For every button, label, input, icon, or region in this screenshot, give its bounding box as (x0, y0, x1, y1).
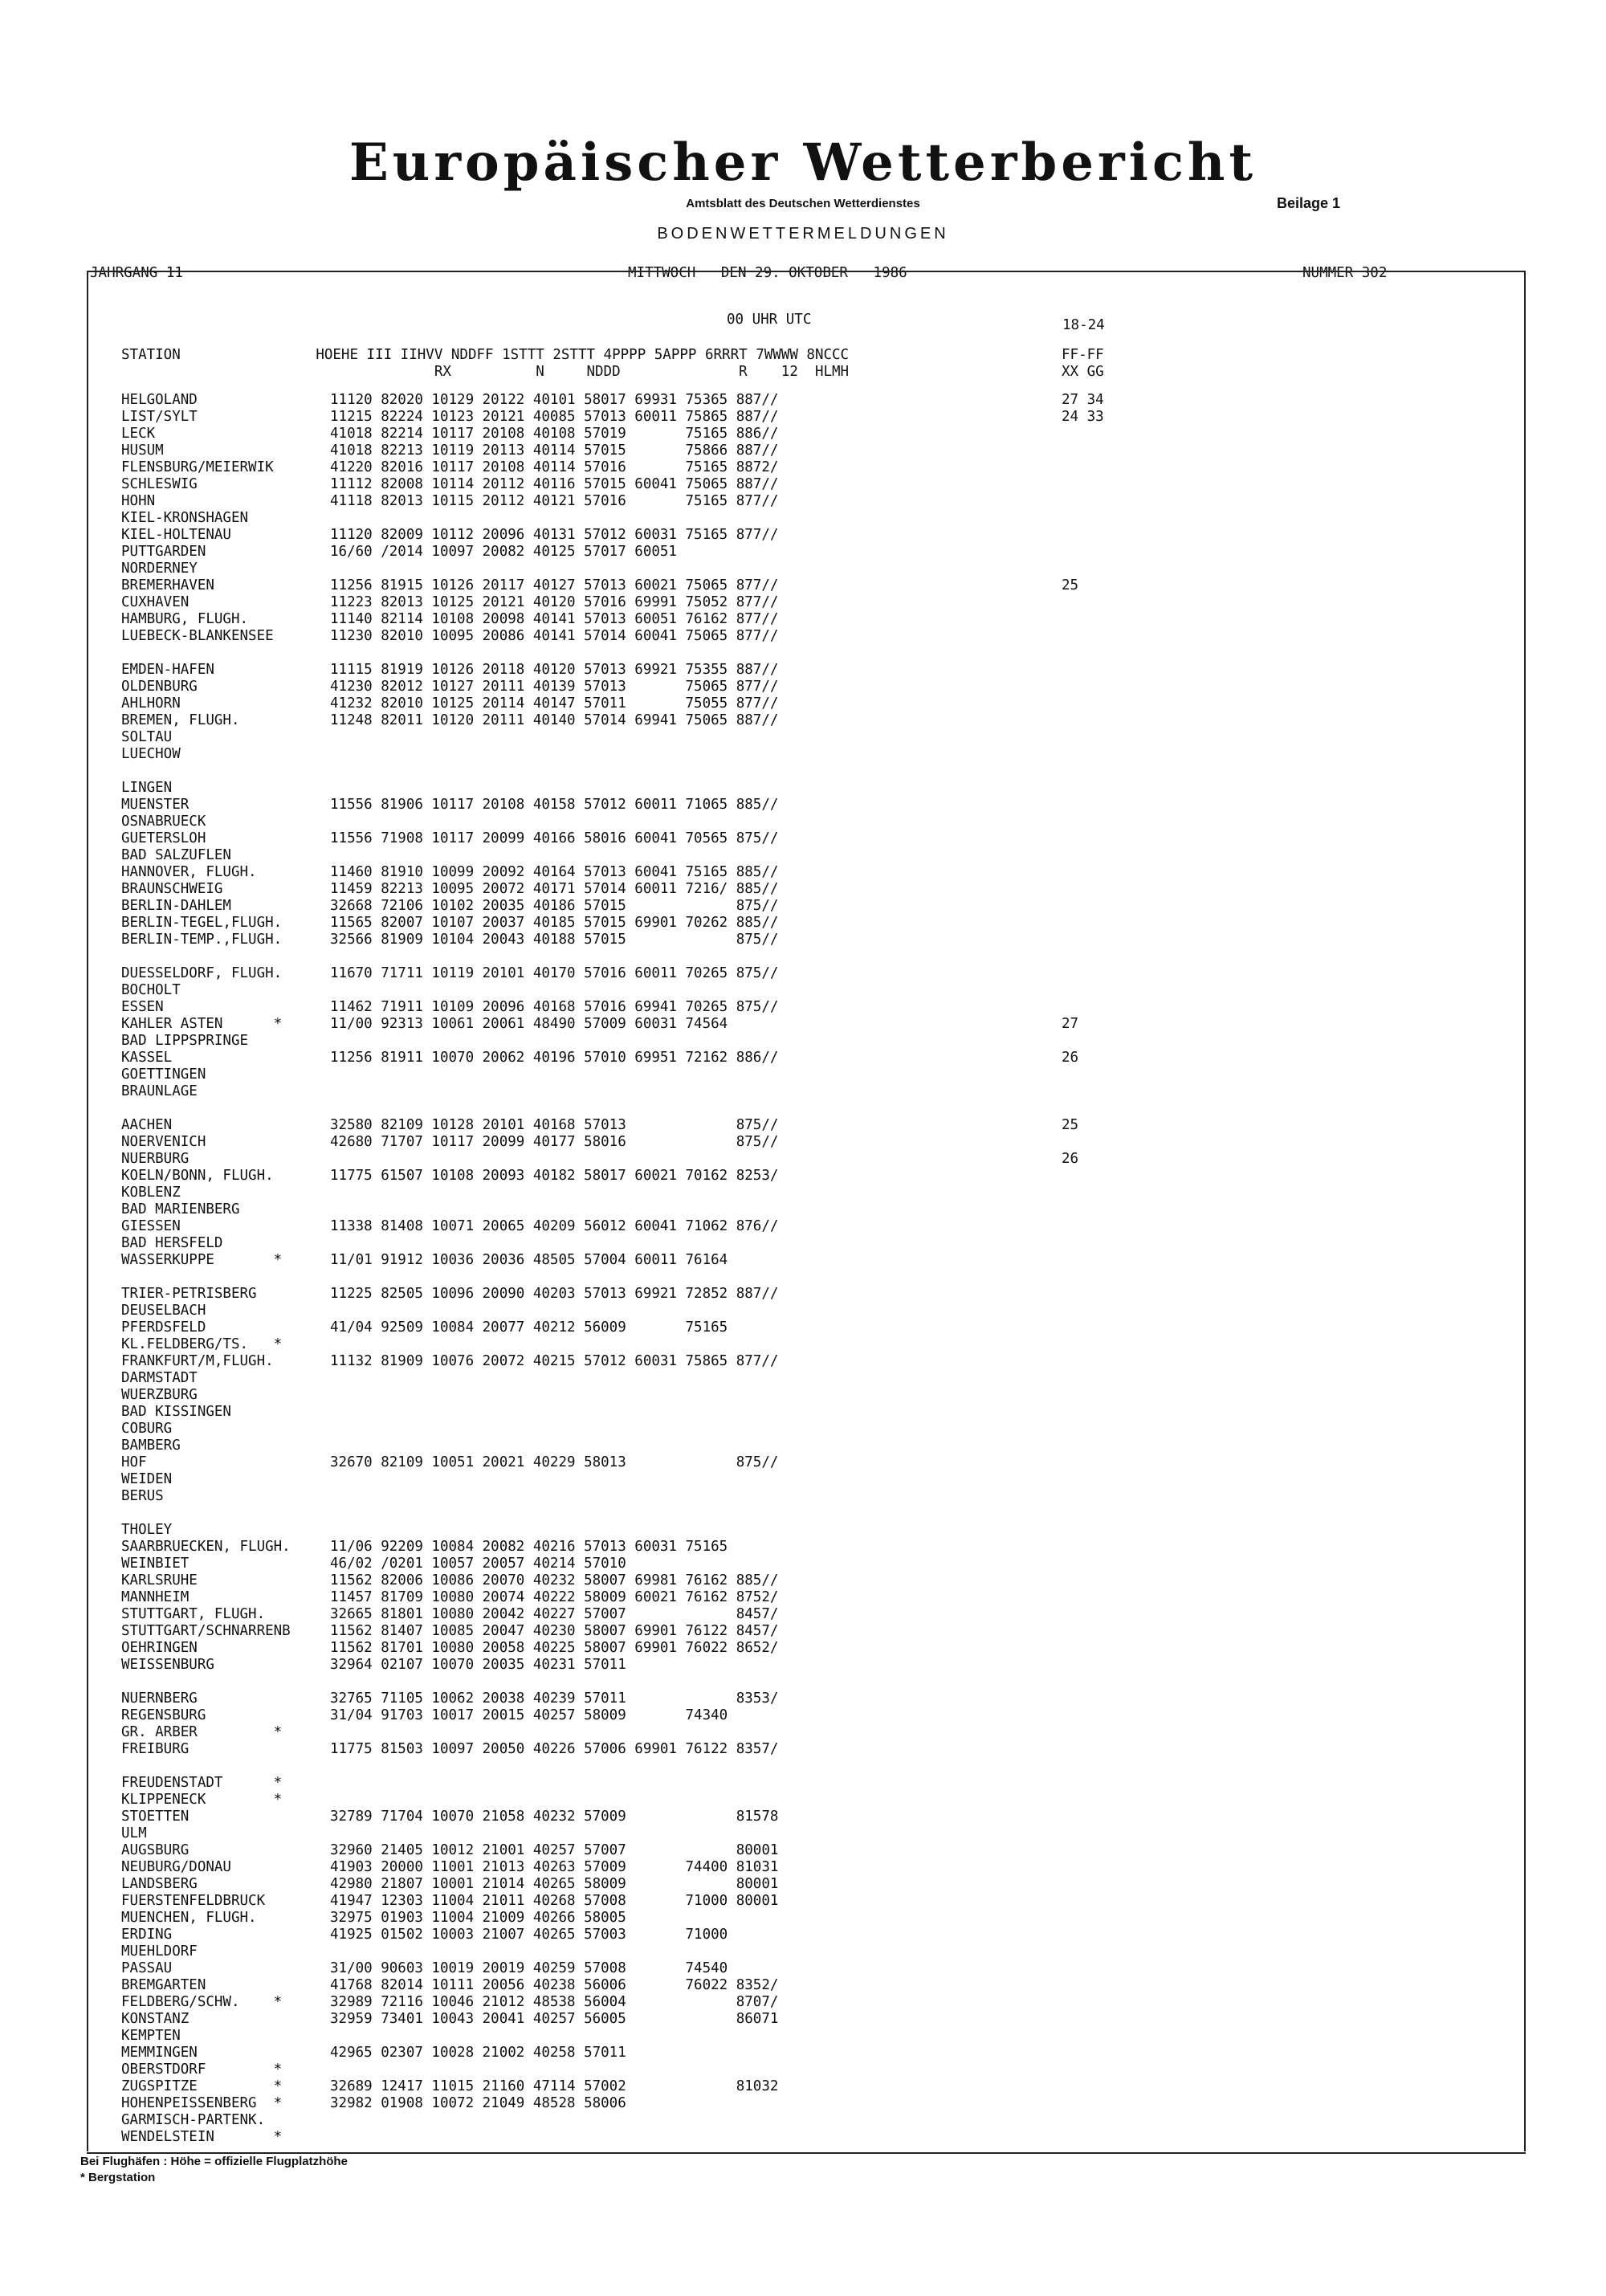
station-name: SCHLESWIG (121, 476, 198, 492)
station-name: KASSEL (121, 1050, 173, 1066)
station-name: BERLIN-TEMP.,FLUGH. (121, 932, 283, 948)
observation-groups: 41903 20000 11001 21013 40263 57009 74400 81031 (330, 1859, 779, 1875)
beilage-label: Beilage 1 (1277, 195, 1341, 211)
station-name: HANNOVER, FLUGH. (121, 864, 257, 880)
station-name: NEUBURG/DONAU (121, 1859, 231, 1875)
station-name: KEMPTEN (121, 2028, 181, 2044)
issue-date: MITTWOCH DEN 29. OKTOBER 1986 (628, 265, 907, 281)
station-name: MANNHEIM (121, 1589, 190, 1605)
station-name: KIEL-HOLTENAU (121, 527, 231, 543)
station-name: KIEL-KRONSHAGEN (121, 510, 249, 526)
observation-groups: 11462 71911 10109 20096 40168 57016 69941 70265 875// (330, 999, 779, 1015)
observation-groups: 11459 82213 10095 20072 40171 57014 60011 7216/ 885// (330, 881, 779, 897)
station-name: LANDSBERG (121, 1876, 198, 1892)
observation-groups: 41018 82213 10119 20113 40114 57015 75866 887// (330, 442, 779, 459)
observation-groups: 11215 82224 10123 20121 40085 57013 60011 75865 887// (330, 409, 779, 425)
station-name: ESSEN (121, 999, 164, 1015)
observation-groups: 32982 01908 10072 21049 48528 58006 (330, 2095, 626, 2111)
station-name: KLIPPENECK * (121, 1792, 283, 1808)
station-name: KAHLER ASTEN * (121, 1016, 283, 1032)
observation-groups: 11120 82020 10129 20122 40101 58017 69931 75365 887// (330, 392, 779, 408)
observation-groups: 11112 82008 10114 20112 40116 57015 60041 75065 887// (330, 476, 779, 492)
observation-groups: 42965 02307 10028 21002 40258 57011 (330, 2045, 626, 2061)
observation-groups: 11562 81701 10080 20058 40225 58007 69901 76022 8652/ (330, 1640, 779, 1656)
station-name: WASSERKUPPE * (121, 1252, 283, 1268)
station-name: TRIER-PETRISBERG (121, 1286, 257, 1302)
observation-groups: 32580 82109 10128 20101 40168 57013 875// (330, 1117, 779, 1133)
observation-groups: 41925 01502 10003 21007 40265 57003 71000 (330, 1927, 728, 1943)
station-name: BRAUNLAGE (121, 1083, 198, 1099)
extra-wind-values: 26 (1062, 1151, 1079, 1167)
station-name: FREIBURG (121, 1741, 190, 1757)
observation-groups: 42980 21807 10001 21014 40265 58009 80001 (330, 1876, 779, 1892)
observation-groups: 11565 82007 10107 20037 40185 57015 69901 70262 885// (330, 915, 779, 931)
observation-groups: 32689 12417 11015 21160 47114 57002 81032 (330, 2078, 779, 2094)
station-name: REGENSBURG (121, 1707, 206, 1723)
station-name: GR. ARBER * (121, 1724, 283, 1740)
observation-groups: 41018 82214 10117 20108 40108 57019 75165 886// (330, 426, 779, 442)
station-name: CUXHAVEN (121, 594, 190, 610)
station-name: BAMBERG (121, 1438, 181, 1454)
station-name: FELDBERG/SCHW. * (121, 1994, 283, 2010)
observation-groups: 32765 71105 10062 20038 40239 57011 8353/ (330, 1690, 779, 1707)
station-name: HOHN (121, 493, 156, 509)
observation-groups: 46/02 /0201 10057 20057 40214 57010 (330, 1556, 626, 1572)
extra-wind-values: 27 (1062, 1016, 1079, 1032)
station-name: BRAUNSCHWEIG (121, 881, 223, 897)
column-header-2: RX N NDDD R 12 HLMH (121, 364, 850, 380)
observation-groups: 11/01 91912 10036 20036 48505 57004 60011 76164 (330, 1252, 728, 1268)
station-name: KOBLENZ (121, 1185, 181, 1201)
station-name: MUEHLDORF (121, 1943, 198, 1960)
station-name: FLENSBURG/MEIERWIK (121, 459, 274, 475)
issue-number: NUMMER 302 (1302, 265, 1388, 281)
station-name: DUESSELDORF, FLUGH. (121, 965, 283, 981)
column-header-1: STATION HOEHE III IIHVV NDDFF 1STTT 2STTT 4PPPP 5APPP 6RRRT 7WWWW 8NCCC (121, 347, 850, 363)
station-name: THOLEY (121, 1522, 173, 1538)
observation-groups: 11/06 92209 10084 20082 40216 57013 60031 75165 (330, 1539, 728, 1555)
observation-groups: 11556 81906 10117 20108 40158 57012 60011 71065 885// (330, 797, 779, 813)
station-name: PFERDSFELD (121, 1319, 206, 1336)
station-name: BERLIN-DAHLEM (121, 898, 231, 914)
station-name: LIST/SYLT (121, 409, 198, 425)
observation-groups: 32789 71704 10070 21058 40232 57009 81578 (330, 1809, 779, 1825)
page-title: Europäischer Wetterbericht (349, 133, 1257, 193)
station-name: SAARBRUECKEN, FLUGH. (121, 1539, 291, 1555)
observation-groups: 11/00 92313 10061 20061 48490 57009 60031 74564 (330, 1016, 728, 1032)
station-name: OBERSTDORF * (121, 2062, 283, 2078)
extra-wind-values: 25 (1062, 577, 1079, 593)
observation-groups: 32959 73401 10043 20041 40257 56005 86071 (330, 2011, 779, 2027)
station-name: FREUDENSTADT * (121, 1775, 283, 1791)
station-name: DARMSTADT (121, 1370, 198, 1386)
station-name: BREMEN, FLUGH. (121, 712, 240, 728)
station-name: ERDING (121, 1927, 173, 1943)
observation-groups: 11562 82006 10086 20070 40232 58007 69981 76162 885// (330, 1572, 779, 1588)
observation-groups: 11460 81910 10099 20092 40164 57013 60041 75165 885// (330, 864, 779, 880)
observation-groups: 11775 61507 10108 20093 40182 58017 60021 70162 8253/ (330, 1168, 779, 1184)
station-name: MEMMINGEN (121, 2045, 198, 2061)
observation-groups: 41118 82013 10115 20112 40121 57016 75165 877// (330, 493, 779, 509)
station-name: HOF (121, 1454, 147, 1470)
observation-groups: 32668 72106 10102 20035 40186 57015 875// (330, 898, 779, 914)
footnote-mountain-station: * Bergstation (80, 2171, 156, 2184)
observation-groups: 11256 81915 10126 20117 40127 57013 60021 75065 877// (330, 577, 779, 593)
observation-groups: 32665 81801 10080 20042 40227 57007 8457/ (330, 1606, 779, 1622)
station-name: LUECHOW (121, 746, 181, 762)
station-name: PASSAU (121, 1960, 173, 1976)
observation-groups: 31/00 90603 10019 20019 40259 57008 74540 (330, 1960, 728, 1976)
station-name: ZUGSPITZE * (121, 2078, 283, 2094)
range-label: 18-24 (1062, 317, 1105, 333)
extra-header-2: XX GG (1062, 364, 1104, 380)
observation-groups: 16/60 /2014 10097 20082 40125 57017 60051 (330, 544, 677, 560)
station-name: KL.FELDBERG/TS. * (121, 1336, 283, 1352)
station-name: BERLIN-TEGEL,FLUGH. (121, 915, 283, 931)
observation-groups: 11562 81407 10085 20047 40230 58007 69901 76122 8457/ (330, 1623, 779, 1639)
observation-groups: 41/04 92509 10084 20077 40212 56009 75165 (330, 1319, 728, 1336)
observation-groups: 11338 81408 10071 20065 40209 56012 60041 71062 876// (330, 1218, 779, 1234)
station-name: OEHRINGEN (121, 1640, 198, 1656)
station-name: WEISSENBURG (121, 1657, 214, 1673)
station-name: COBURG (121, 1421, 173, 1437)
extra-wind-values: 25 (1062, 1117, 1079, 1133)
jahrgang-label: JAHRGANG 11 (90, 265, 183, 281)
observation-groups: 11556 71908 10117 20099 40166 58016 60041 70565 875// (330, 830, 779, 846)
station-name: WEIDEN (121, 1471, 173, 1487)
observation-groups: 32964 02107 10070 20035 40231 57011 (330, 1657, 626, 1673)
station-name: BAD SALZUFLEN (121, 847, 231, 863)
extra-wind-values: 26 (1062, 1050, 1079, 1066)
station-name: OLDENBURG (121, 679, 198, 695)
observation-groups: 32960 21405 10012 21001 40257 57007 80001 (330, 1842, 779, 1858)
observation-groups: 11670 71711 10119 20101 40170 57016 60011 70265 875// (330, 965, 779, 981)
station-name: AACHEN (121, 1117, 173, 1133)
station-name: BAD KISSINGEN (121, 1404, 231, 1420)
observation-groups: 11457 81709 10080 20074 40222 58009 60021 76162 8752/ (330, 1589, 779, 1605)
station-name: MUENSTER (121, 797, 190, 813)
station-name: AHLHORN (121, 695, 181, 712)
section-heading: BODENWETTERMELDUNGEN (657, 225, 949, 243)
station-name: LUEBECK-BLANKENSEE (121, 628, 274, 644)
observation-groups: 41232 82010 10125 20114 40147 57011 75055 877// (330, 695, 779, 712)
station-name: DEUSELBACH (121, 1303, 206, 1319)
station-name: FUERSTENFELDBRUCK (121, 1893, 266, 1909)
observation-groups: 32670 82109 10051 20021 40229 58013 875// (330, 1454, 779, 1470)
station-name: HELGOLAND (121, 392, 198, 408)
station-name: STUTTGART/SCHNARRENB (121, 1623, 291, 1639)
observation-groups: 41768 82014 10111 20056 40238 56006 76022 8352/ (330, 1977, 779, 1993)
station-name: GIESSEN (121, 1218, 181, 1234)
station-name: NUERNBERG (121, 1690, 198, 1707)
station-name: HOHENPEISSENBERG * (121, 2095, 283, 2111)
station-name: BREMERHAVEN (121, 577, 214, 593)
station-name: LINGEN (121, 780, 173, 796)
station-name: BAD LIPPSPRINGE (121, 1033, 249, 1049)
observation-groups: 11223 82013 10125 20121 40120 57016 69991 75052 877// (330, 594, 779, 610)
observation-groups: 32989 72116 10046 21012 48538 56004 8707/ (330, 1994, 779, 2010)
station-name: HUSUM (121, 442, 164, 459)
station-name: NOERVENICH (121, 1134, 206, 1150)
observation-groups: 41220 82016 10117 20108 40114 57016 75165 8872/ (330, 459, 779, 475)
observation-groups: 42680 71707 10117 20099 40177 58016 875// (330, 1134, 779, 1150)
observation-groups: 11230 82010 10095 20086 40141 57014 60041 75065 877// (330, 628, 779, 644)
station-name: STOETTEN (121, 1809, 190, 1825)
station-name: KOELN/BONN, FLUGH. (121, 1168, 274, 1184)
station-name: FRANKFURT/M,FLUGH. (121, 1353, 274, 1369)
station-name: HAMBURG, FLUGH. (121, 611, 249, 627)
observation-groups: 41947 12303 11004 21011 40268 57008 71000 80001 (330, 1893, 779, 1909)
observation-groups: 11115 81919 10126 20118 40120 57013 69921 75355 887// (330, 662, 779, 678)
observation-groups: 11132 81909 10076 20072 40215 57012 60031 75865 877// (330, 1353, 779, 1369)
station-name: KONSTANZ (121, 2011, 190, 2027)
station-name: NORDERNEY (121, 561, 198, 577)
station-name: BAD HERSFELD (121, 1235, 223, 1251)
publication-subtitle: Amtsblatt des Deutschen Wetterdienstes (686, 197, 920, 210)
station-name: BOCHOLT (121, 982, 181, 998)
observation-time: 00 UHR UTC (727, 312, 812, 328)
observation-groups: 32566 81909 10104 20043 40188 57015 875// (330, 932, 779, 948)
station-name: PUTTGARDEN (121, 544, 206, 560)
station-name: ULM (121, 1825, 147, 1841)
station-name: MUENCHEN, FLUGH. (121, 1910, 257, 1926)
observation-groups: 32975 01903 11004 21009 40266 58005 (330, 1910, 626, 1926)
observation-groups: 11120 82009 10112 20096 40131 57012 60031 75165 877// (330, 527, 779, 543)
observation-groups: 41230 82012 10127 20111 40139 57013 75065 877// (330, 679, 779, 695)
extra-header-1: FF-FF (1062, 347, 1104, 363)
station-name: WENDELSTEIN * (121, 2129, 283, 2145)
station-name: NUERBURG (121, 1151, 190, 1167)
extra-wind-values: 27 34 (1062, 392, 1104, 408)
station-name: BERUS (121, 1488, 164, 1504)
station-name: GOETTINGEN (121, 1066, 206, 1083)
observation-groups: 11225 82505 10096 20090 40203 57013 69921 72852 887// (330, 1286, 779, 1302)
station-name: BREMGARTEN (121, 1977, 206, 1993)
observation-groups: 11775 81503 10097 20050 40226 57006 69901 76122 8357/ (330, 1741, 779, 1757)
station-name: STUTTGART, FLUGH. (121, 1606, 266, 1622)
station-name: LECK (121, 426, 156, 442)
observation-groups: 11256 81911 10070 20062 40196 57010 69951 72162 886// (330, 1050, 779, 1066)
report-frame-bottom (87, 2152, 1526, 2154)
observation-groups: 11140 82114 10108 20098 40141 57013 60051 76162 877// (330, 611, 779, 627)
station-name: WUERZBURG (121, 1387, 198, 1403)
observation-groups: 11248 82011 10120 20111 40140 57014 69941 75065 887// (330, 712, 779, 728)
station-name: WEINBIET (121, 1556, 190, 1572)
extra-wind-values: 24 33 (1062, 409, 1104, 425)
station-name: GARMISCH-PARTENK. (121, 2112, 266, 2128)
station-name: BAD MARIENBERG (121, 1201, 240, 1217)
report-frame (87, 271, 1526, 2151)
footnote-airport-height: Bei Flughäfen : Höhe = offizielle Flugplatzhöhe (80, 2155, 348, 2168)
station-name: OSNABRUECK (121, 814, 206, 830)
station-name: GUETERSLOH (121, 830, 206, 846)
station-name: EMDEN-HAFEN (121, 662, 214, 678)
station-name: AUGSBURG (121, 1842, 190, 1858)
observation-groups: 31/04 91703 10017 20015 40257 58009 74340 (330, 1707, 728, 1723)
station-name: KARLSRUHE (121, 1572, 198, 1588)
station-name: SOLTAU (121, 729, 173, 745)
